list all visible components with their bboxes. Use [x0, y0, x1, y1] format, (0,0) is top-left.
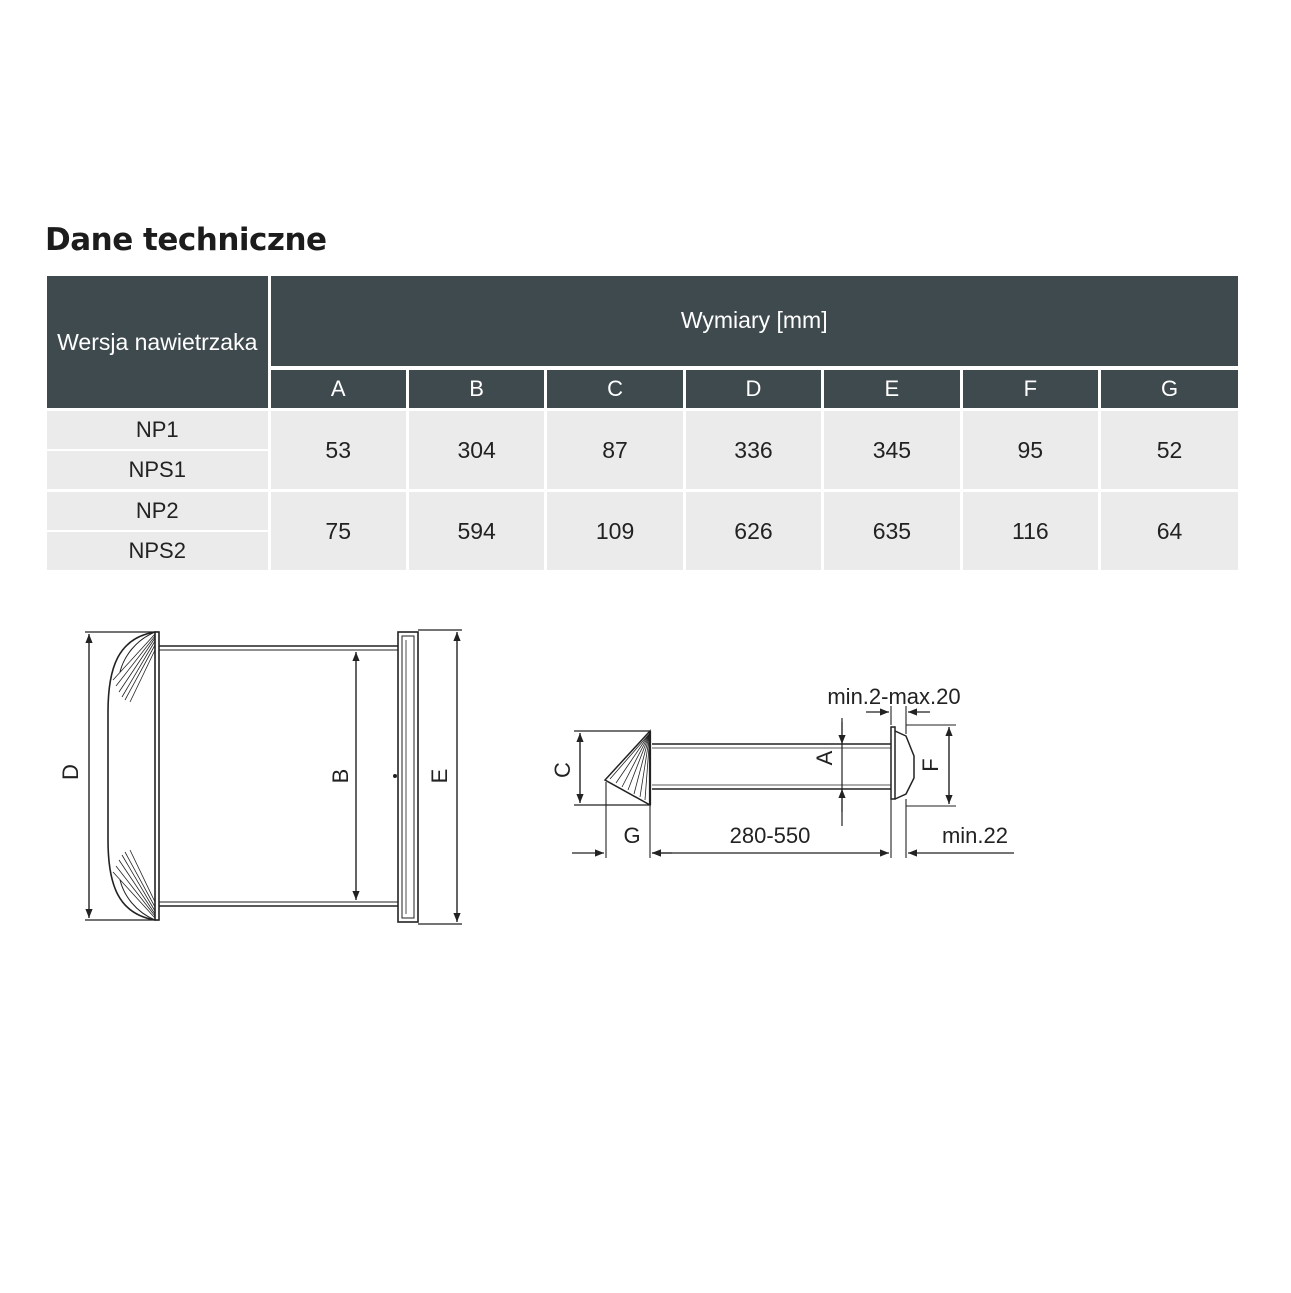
dimension-label-e: E: [427, 768, 452, 784]
value-d: 626: [684, 491, 822, 571]
column-header-c: C: [546, 368, 684, 410]
dimensions-header: Wymiary [mm]: [269, 276, 1238, 368]
version-name: NP2: [47, 491, 269, 532]
value-c: 87: [546, 410, 684, 491]
min-inner-label: min.22: [941, 823, 1009, 848]
version-name: NPS2: [47, 531, 269, 570]
version-name: NPS1: [47, 450, 269, 491]
value-d: 336: [684, 410, 822, 491]
tube-length-label: 280-550: [729, 823, 811, 848]
column-header-f: F: [961, 368, 1099, 410]
value-a: 53: [269, 410, 407, 491]
value-g: 52: [1100, 410, 1238, 491]
wall-thickness-label: min.2-max.20: [827, 684, 961, 709]
value-e: 635: [823, 491, 961, 571]
page-title: Dane techniczne: [45, 222, 327, 258]
column-header-e: E: [823, 368, 961, 410]
column-header-g: G: [1100, 368, 1238, 410]
dimension-label-f: F: [918, 758, 943, 772]
version-header: Wersja nawietrzaka: [47, 276, 269, 410]
dimension-label-c: C: [550, 762, 575, 778]
column-header-a: A: [269, 368, 407, 410]
dimension-label-a: A: [812, 750, 837, 766]
value-e: 345: [823, 410, 961, 491]
value-c: 109: [546, 491, 684, 571]
front-view-drawing: [85, 630, 462, 924]
value-b: 594: [407, 491, 545, 571]
column-header-d: D: [684, 368, 822, 410]
value-a: 75: [269, 491, 407, 571]
column-header-b: B: [407, 368, 545, 410]
dimension-label-d: D: [58, 764, 83, 780]
value-g: 64: [1100, 491, 1238, 571]
dimension-label-g: G: [623, 823, 641, 848]
dimension-label-b: B: [328, 768, 353, 784]
value-b: 304: [407, 410, 545, 491]
value-f: 95: [961, 410, 1099, 491]
version-name: NP1: [47, 410, 269, 451]
value-f: 116: [961, 491, 1099, 571]
